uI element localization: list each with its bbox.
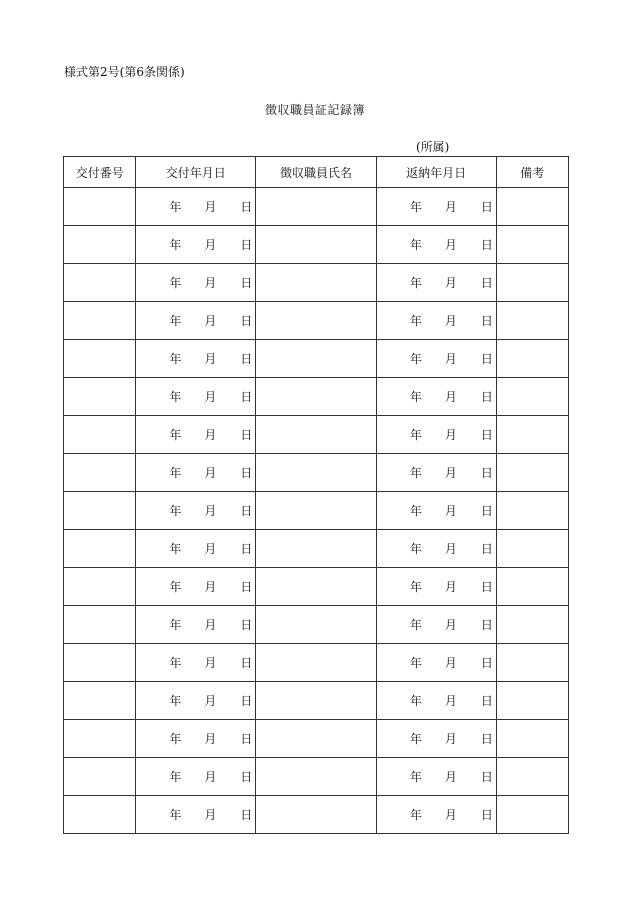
year-unit: 年 xyxy=(169,693,182,708)
issue-number-cell[interactable] xyxy=(64,302,136,340)
day-unit: 日 xyxy=(480,237,493,252)
form-number-label: 様式第2号(第6条関係) xyxy=(64,65,185,79)
remarks-cell[interactable] xyxy=(496,416,568,454)
remarks-cell[interactable] xyxy=(496,606,568,644)
affiliation-label: (所属) xyxy=(416,140,450,154)
staff-name-cell[interactable] xyxy=(256,416,377,454)
month-unit: 月 xyxy=(204,807,217,822)
day-unit: 日 xyxy=(240,731,253,746)
day-unit: 日 xyxy=(480,503,493,518)
return-date-cell[interactable] xyxy=(376,606,496,644)
table-row xyxy=(64,264,569,302)
year-unit: 年 xyxy=(409,199,422,214)
issue-number-cell[interactable] xyxy=(64,720,136,758)
staff-name-cell[interactable] xyxy=(256,530,377,568)
year-unit: 年 xyxy=(169,237,182,252)
remarks-cell[interactable] xyxy=(496,188,568,226)
day-unit: 日 xyxy=(240,617,253,632)
table-row xyxy=(64,302,569,340)
issue-number-cell[interactable] xyxy=(64,758,136,796)
year-unit: 年 xyxy=(169,389,182,404)
staff-name-cell[interactable] xyxy=(256,264,377,302)
month-unit: 月 xyxy=(204,389,217,404)
day-unit: 日 xyxy=(480,655,493,670)
issue-date-cell[interactable] xyxy=(136,302,256,340)
staff-name-cell[interactable] xyxy=(256,644,377,682)
day-unit: 日 xyxy=(240,427,253,442)
issue-number-cell[interactable] xyxy=(64,340,136,378)
month-unit: 月 xyxy=(204,351,217,366)
day-unit: 日 xyxy=(240,807,253,822)
issue-date-cell[interactable] xyxy=(136,264,256,302)
return-date-cell[interactable] xyxy=(376,758,496,796)
day-unit: 日 xyxy=(240,275,253,290)
year-unit: 年 xyxy=(169,199,182,214)
header-issue-number: 交付番号 xyxy=(64,157,136,188)
day-unit: 日 xyxy=(480,351,493,366)
staff-name-cell[interactable] xyxy=(256,226,377,264)
issue-date-cell[interactable] xyxy=(136,492,256,530)
month-unit: 月 xyxy=(444,617,457,632)
issue-date-cell[interactable] xyxy=(136,378,256,416)
issue-number-cell[interactable] xyxy=(64,644,136,682)
year-unit: 年 xyxy=(409,351,422,366)
issue-number-cell[interactable] xyxy=(64,454,136,492)
month-unit: 月 xyxy=(444,503,457,518)
issue-date-cell[interactable] xyxy=(136,568,256,606)
document-title: 徴収職員証記録簿 xyxy=(264,103,365,117)
table-row xyxy=(64,568,569,606)
table-row xyxy=(64,188,569,226)
year-unit: 年 xyxy=(409,275,422,290)
day-unit: 日 xyxy=(240,465,253,480)
day-unit: 日 xyxy=(240,503,253,518)
issue-date-cell[interactable] xyxy=(136,188,256,226)
remarks-cell[interactable] xyxy=(496,758,568,796)
issue-date-cell[interactable] xyxy=(136,644,256,682)
year-unit: 年 xyxy=(169,465,182,480)
issue-number-cell[interactable] xyxy=(64,226,136,264)
month-unit: 月 xyxy=(444,807,457,822)
year-unit: 年 xyxy=(409,541,422,556)
year-unit: 年 xyxy=(409,427,422,442)
table-row xyxy=(64,530,569,568)
day-unit: 日 xyxy=(240,389,253,404)
month-unit: 月 xyxy=(204,579,217,594)
day-unit: 日 xyxy=(480,427,493,442)
issue-number-cell[interactable] xyxy=(64,568,136,606)
table-row xyxy=(64,378,569,416)
staff-name-cell[interactable] xyxy=(256,492,377,530)
day-unit: 日 xyxy=(480,769,493,784)
header-staff-name: 徴収職員氏名 xyxy=(256,157,377,188)
table-row xyxy=(64,644,569,682)
remarks-cell[interactable] xyxy=(496,302,568,340)
header-row xyxy=(64,157,569,188)
day-unit: 日 xyxy=(480,199,493,214)
table-row xyxy=(64,340,569,378)
issue-number-cell[interactable] xyxy=(64,416,136,454)
issue-number-cell[interactable] xyxy=(64,796,136,834)
return-date-cell[interactable] xyxy=(376,226,496,264)
year-unit: 年 xyxy=(169,731,182,746)
month-unit: 月 xyxy=(444,465,457,480)
year-unit: 年 xyxy=(409,579,422,594)
day-unit: 日 xyxy=(240,313,253,328)
day-unit: 日 xyxy=(480,731,493,746)
remarks-cell[interactable] xyxy=(496,454,568,492)
return-date-cell[interactable] xyxy=(376,568,496,606)
staff-name-cell[interactable] xyxy=(256,606,377,644)
remarks-cell[interactable] xyxy=(496,720,568,758)
month-unit: 月 xyxy=(204,313,217,328)
return-date-cell[interactable] xyxy=(376,796,496,834)
year-unit: 年 xyxy=(409,465,422,480)
staff-name-cell[interactable] xyxy=(256,454,377,492)
month-unit: 月 xyxy=(444,275,457,290)
month-unit: 月 xyxy=(204,541,217,556)
day-unit: 日 xyxy=(480,465,493,480)
month-unit: 月 xyxy=(204,693,217,708)
month-unit: 月 xyxy=(204,237,217,252)
issue-date-cell[interactable] xyxy=(136,340,256,378)
header-remarks: 備考 xyxy=(496,157,568,188)
year-unit: 年 xyxy=(409,503,422,518)
table-row xyxy=(64,606,569,644)
table-row xyxy=(64,796,569,834)
remarks-cell[interactable] xyxy=(496,378,568,416)
year-unit: 年 xyxy=(169,313,182,328)
year-unit: 年 xyxy=(409,655,422,670)
year-unit: 年 xyxy=(409,769,422,784)
month-unit: 月 xyxy=(204,731,217,746)
staff-name-cell[interactable] xyxy=(256,682,377,720)
issue-number-cell[interactable] xyxy=(64,530,136,568)
day-unit: 日 xyxy=(240,769,253,784)
return-date-cell[interactable] xyxy=(376,530,496,568)
table-row xyxy=(64,720,569,758)
year-unit: 年 xyxy=(169,617,182,632)
remarks-cell[interactable] xyxy=(496,492,568,530)
remarks-cell[interactable] xyxy=(496,340,568,378)
month-unit: 月 xyxy=(444,351,457,366)
return-date-cell[interactable] xyxy=(376,720,496,758)
year-unit: 年 xyxy=(169,807,182,822)
issue-date-cell[interactable] xyxy=(136,682,256,720)
header-return-date: 返納年月日 xyxy=(376,157,496,188)
header-issue-date: 交付年月日 xyxy=(136,157,256,188)
year-unit: 年 xyxy=(169,275,182,290)
month-unit: 月 xyxy=(204,503,217,518)
staff-name-cell[interactable] xyxy=(256,720,377,758)
issue-number-cell[interactable] xyxy=(64,264,136,302)
day-unit: 日 xyxy=(480,389,493,404)
year-unit: 年 xyxy=(409,693,422,708)
year-unit: 年 xyxy=(169,351,182,366)
month-unit: 月 xyxy=(444,731,457,746)
year-unit: 年 xyxy=(169,541,182,556)
table-row xyxy=(64,454,569,492)
year-unit: 年 xyxy=(169,655,182,670)
issue-date-cell[interactable] xyxy=(136,606,256,644)
day-unit: 日 xyxy=(480,579,493,594)
staff-name-cell[interactable] xyxy=(256,340,377,378)
staff-name-cell[interactable] xyxy=(256,302,377,340)
day-unit: 日 xyxy=(240,351,253,366)
return-date-cell[interactable] xyxy=(376,378,496,416)
issue-date-cell[interactable] xyxy=(136,758,256,796)
month-unit: 月 xyxy=(444,655,457,670)
month-unit: 月 xyxy=(444,693,457,708)
year-unit: 年 xyxy=(409,807,422,822)
day-unit: 日 xyxy=(240,693,253,708)
year-unit: 年 xyxy=(409,313,422,328)
year-unit: 年 xyxy=(169,769,182,784)
month-unit: 月 xyxy=(444,313,457,328)
issue-number-cell[interactable] xyxy=(64,682,136,720)
remarks-cell[interactable] xyxy=(496,682,568,720)
day-unit: 日 xyxy=(240,199,253,214)
register-body xyxy=(64,188,569,834)
year-unit: 年 xyxy=(169,427,182,442)
issue-number-cell[interactable] xyxy=(64,378,136,416)
day-unit: 日 xyxy=(480,313,493,328)
issue-date-cell[interactable] xyxy=(136,454,256,492)
staff-name-cell[interactable] xyxy=(256,758,377,796)
day-unit: 日 xyxy=(240,237,253,252)
issue-date-cell[interactable] xyxy=(136,416,256,454)
month-unit: 月 xyxy=(204,769,217,784)
register-table xyxy=(63,156,569,834)
remarks-cell[interactable] xyxy=(496,796,568,834)
day-unit: 日 xyxy=(480,617,493,632)
month-unit: 月 xyxy=(444,237,457,252)
year-unit: 年 xyxy=(409,389,422,404)
year-unit: 年 xyxy=(169,503,182,518)
return-date-cell[interactable] xyxy=(376,682,496,720)
day-unit: 日 xyxy=(480,541,493,556)
issue-number-cell[interactable] xyxy=(64,188,136,226)
table-row xyxy=(64,682,569,720)
remarks-cell[interactable] xyxy=(496,644,568,682)
staff-name-cell[interactable] xyxy=(256,188,377,226)
return-date-cell[interactable] xyxy=(376,454,496,492)
month-unit: 月 xyxy=(204,617,217,632)
day-unit: 日 xyxy=(480,275,493,290)
day-unit: 日 xyxy=(240,655,253,670)
staff-name-cell[interactable] xyxy=(256,796,377,834)
staff-name-cell[interactable] xyxy=(256,568,377,606)
return-date-cell[interactable] xyxy=(376,416,496,454)
return-date-cell[interactable] xyxy=(376,644,496,682)
year-unit: 年 xyxy=(169,579,182,594)
month-unit: 月 xyxy=(204,427,217,442)
month-unit: 月 xyxy=(444,541,457,556)
day-unit: 日 xyxy=(480,807,493,822)
day-unit: 日 xyxy=(240,579,253,594)
issue-date-cell[interactable] xyxy=(136,226,256,264)
return-date-cell[interactable] xyxy=(376,340,496,378)
table-row xyxy=(64,758,569,796)
month-unit: 月 xyxy=(204,199,217,214)
issue-date-cell[interactable] xyxy=(136,530,256,568)
remarks-cell[interactable] xyxy=(496,530,568,568)
year-unit: 年 xyxy=(409,731,422,746)
staff-name-cell[interactable] xyxy=(256,378,377,416)
month-unit: 月 xyxy=(444,427,457,442)
issue-date-cell[interactable] xyxy=(136,796,256,834)
return-date-cell[interactable] xyxy=(376,188,496,226)
issue-number-cell[interactable] xyxy=(64,492,136,530)
day-unit: 日 xyxy=(240,541,253,556)
table-row xyxy=(64,492,569,530)
month-unit: 月 xyxy=(204,275,217,290)
year-unit: 年 xyxy=(409,237,422,252)
return-date-cell[interactable] xyxy=(376,264,496,302)
return-date-cell[interactable] xyxy=(376,492,496,530)
month-unit: 月 xyxy=(204,655,217,670)
table-row xyxy=(64,416,569,454)
remarks-cell[interactable] xyxy=(496,568,568,606)
month-unit: 月 xyxy=(204,465,217,480)
month-unit: 月 xyxy=(444,769,457,784)
return-date-cell[interactable] xyxy=(376,302,496,340)
issue-number-cell[interactable] xyxy=(64,606,136,644)
table-row xyxy=(64,226,569,264)
remarks-cell[interactable] xyxy=(496,264,568,302)
issue-date-cell[interactable] xyxy=(136,720,256,758)
remarks-cell[interactable] xyxy=(496,226,568,264)
day-unit: 日 xyxy=(480,693,493,708)
month-unit: 月 xyxy=(444,389,457,404)
month-unit: 月 xyxy=(444,199,457,214)
month-unit: 月 xyxy=(444,579,457,594)
year-unit: 年 xyxy=(409,617,422,632)
